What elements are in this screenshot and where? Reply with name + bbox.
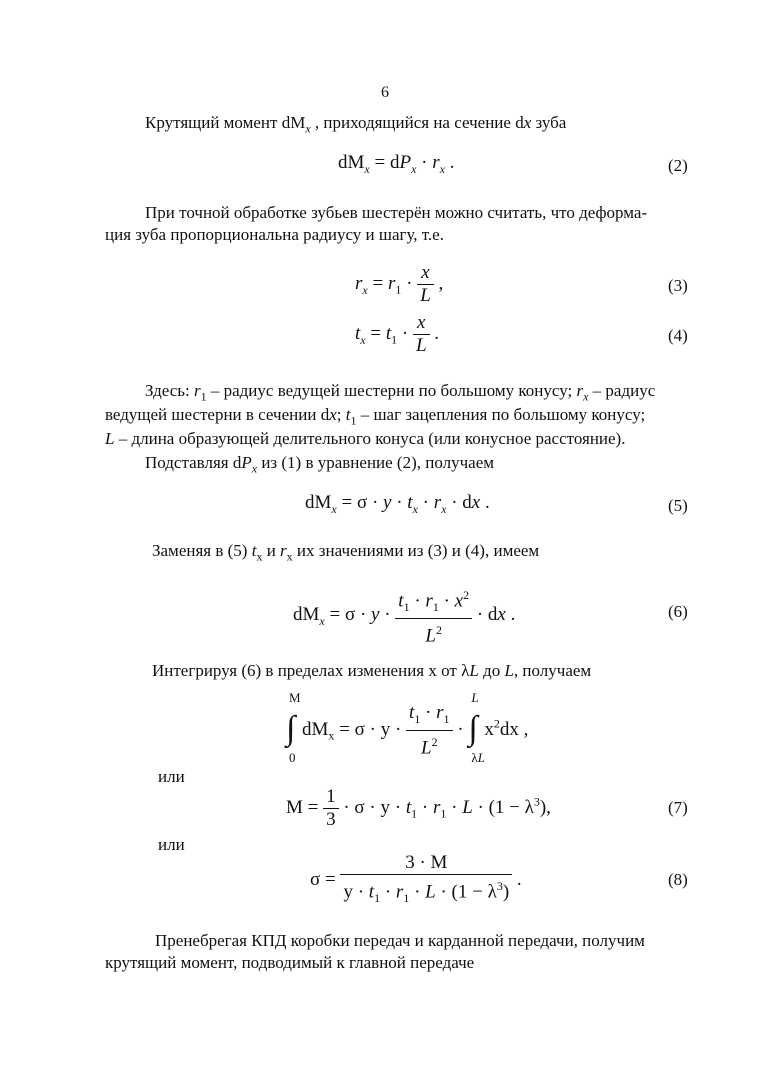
page-number: 6 xyxy=(381,84,389,101)
equation-number-8: (8) xyxy=(668,870,688,889)
paragraph-3-line-3: L – длина образующей делительного конуса (или конусное расстояние). xyxy=(105,429,626,448)
paragraph-2-line-2: ция зуба пропорциональна радиусу и шагу, т.е. xyxy=(105,225,444,244)
equation-7: M = $\frac{1}{3}$ · $\sigma \cdot y \cdot t_1 \cdot r_1 \cdot L \cdot (1 - \lambda^3)$, xyxy=(286,786,551,830)
integral-equation: M ∫ 0 $dM_x = \sigma \cdot y$ · $\frac{t_1 \cdot r_1}{L^2}$ · L ∫ λL $x^2dx$ , xyxy=(286,689,529,765)
integral-sign-2: L ∫ λL xyxy=(468,689,485,765)
equation-8: σ = $\frac{3 \cdot M}{y \cdot t_1 \cdot r_1 \cdot L \cdot (1 - \lambda^3)}$ . xyxy=(310,852,522,906)
or-label-1: или xyxy=(158,767,185,786)
equation-number-5: (5) xyxy=(668,496,688,515)
paragraph-4: Подставляя $dP_x$ из (1) в уравнение (2), получаем xyxy=(145,453,495,476)
equation-number-2: (2) xyxy=(668,156,688,175)
equation-number-4: (4) xyxy=(668,326,688,345)
equation-number-7: (7) xyxy=(668,798,688,817)
paragraph-1: Крутящий момент $dM_x$ , приходящийся на сечение dx зуба xyxy=(145,113,567,136)
paragraph-2-line-1: При точной обработке зубьев шестерён можно считать, что деформа- xyxy=(145,203,648,222)
paragraph-3-line-1: Здесь: $r_1$ – радиус ведущей шестерни по большому конусу; $r_x$ – радиус xyxy=(145,381,656,404)
equation-5: $dM_x = \sigma \cdot y \cdot t_x \cdot r_x$ · dx . xyxy=(305,492,490,516)
equation-4: $t_x = t_1$ · $\frac{x}{L}$ . xyxy=(355,312,440,356)
paragraph-6: Интегрируя (6) в пределах изменения x от λL до L, получаем xyxy=(152,661,592,680)
equation-2: $dM_x = dP_x \cdot r_x$ . xyxy=(338,152,455,176)
equation-6: $dM_x = \sigma \cdot y$ · $\frac{t_1 \cdot r_1 \cdot x^2}{L^2}$ · dx . xyxy=(293,584,515,647)
equation-number-3: (3) xyxy=(668,276,688,295)
paragraph-7-line-1: Пренебрегая КПД коробки передач и карданной передачи, получим xyxy=(155,931,645,950)
equation-number-6: (6) xyxy=(668,602,688,621)
integral-sign-1: M ∫ 0 xyxy=(286,689,301,765)
equation-3: $r_x = r_1$ · $\frac{x}{L}$ , xyxy=(355,262,444,306)
paragraph-5: Заменяя в (5) $t_x$ и $r_x$ их значениями из (3) и (4), имеем xyxy=(152,541,540,564)
paragraph-7-line-2: крутящий момент, подводимый к главной передаче xyxy=(105,953,475,972)
or-label-2: или xyxy=(158,835,185,854)
paragraph-3-line-2: ведущей шестерни в сечении dx; $t_1$ – шаг зацепления по большому конусу; xyxy=(105,405,646,428)
